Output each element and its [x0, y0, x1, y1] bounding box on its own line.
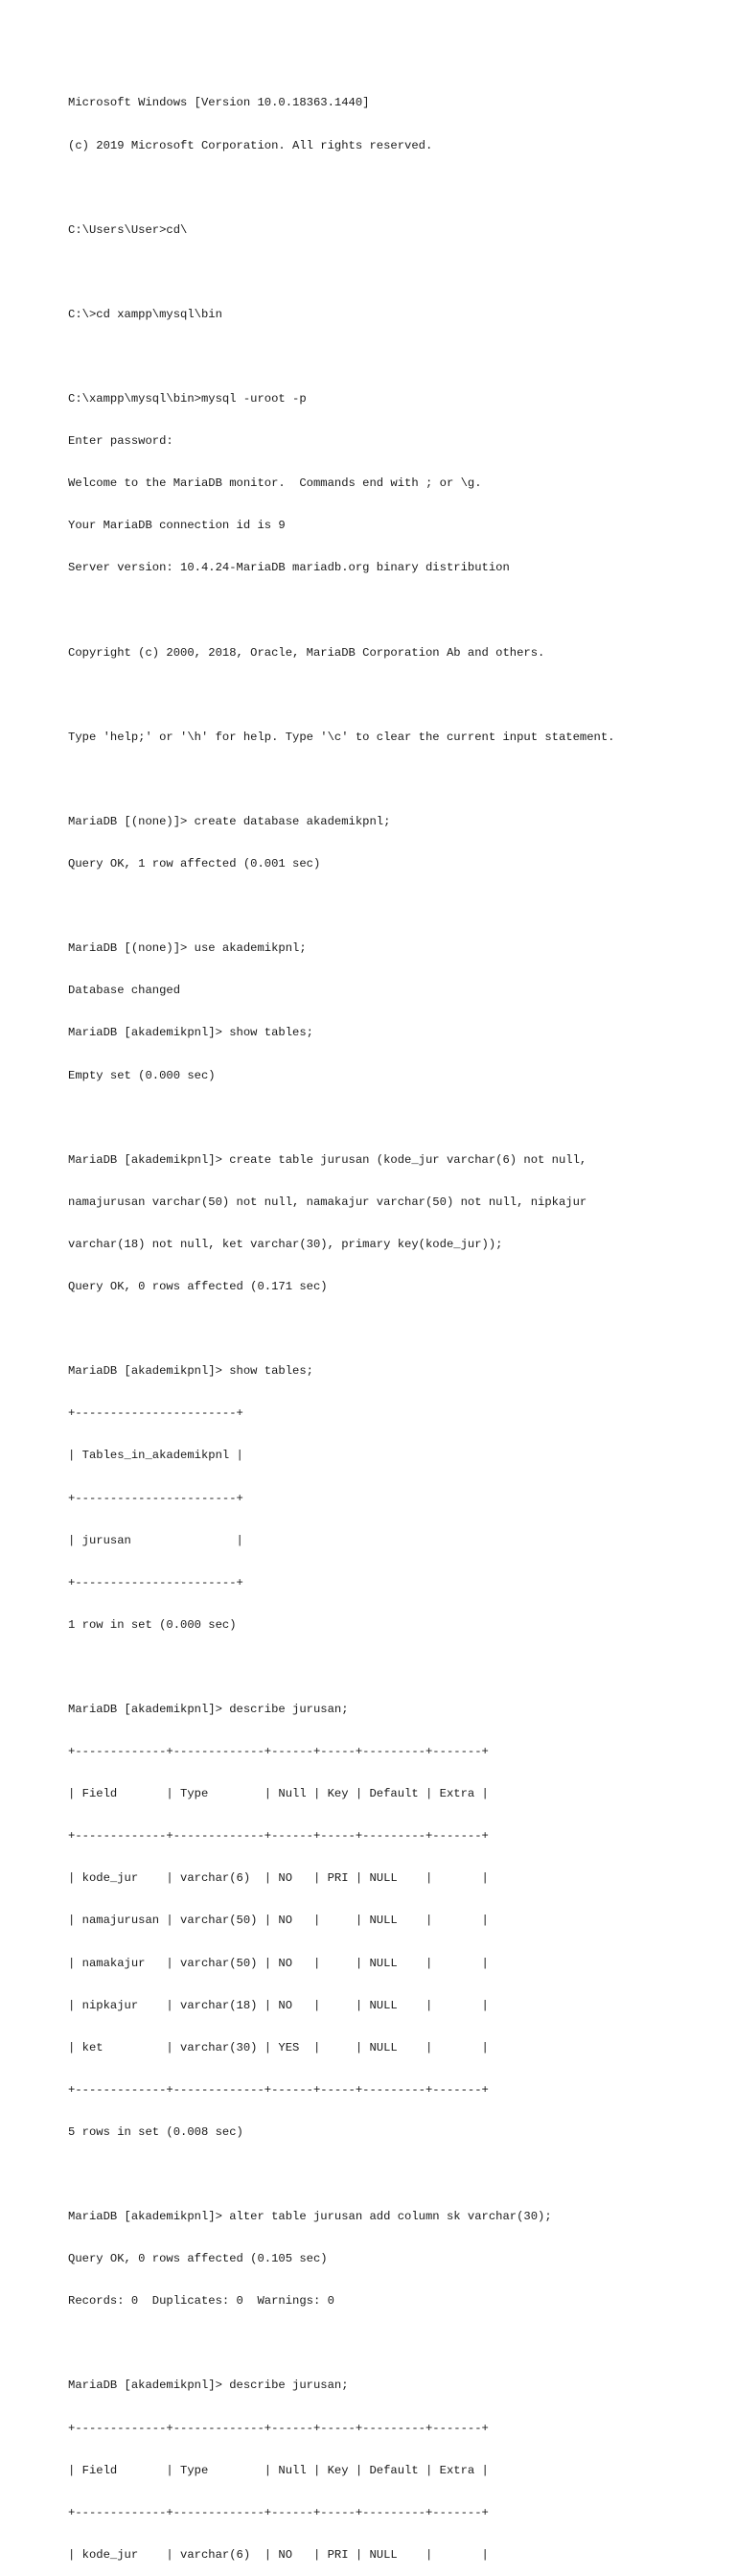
terminal-line: | kode_jur | varchar(6) | NO | PRI | NULL | | [68, 2547, 489, 2562]
terminal-line [68, 350, 720, 364]
terminal-line: MariaDB [(none)]> create database akademikpnl; [68, 815, 391, 828]
terminal-line: +-----------------------+ [68, 1406, 243, 1421]
terminal-line: MariaDB [akademikpnl]> alter table jurusan add column sk varchar(30); [68, 2210, 552, 2224]
terminal-line [68, 899, 720, 914]
terminal-line: Empty set (0.000 sec) [68, 1068, 216, 1082]
terminal-line: MariaDB [akademikpnl]> show tables; [68, 1026, 313, 1040]
terminal-line: +-------------+-------------+------+-----+---------+-------+ [68, 2421, 489, 2435]
terminal-line [68, 1322, 720, 1336]
terminal-line: +-------------+-------------+------+-----+---------+-------+ [68, 1829, 489, 1844]
terminal-output [68, 68, 720, 2576]
terminal-line: Type 'help;' or '\h' for help. Type '\c' to clear the current input statement. [68, 730, 615, 744]
terminal-line: Query OK, 0 rows affected (0.105 sec) [68, 2252, 328, 2266]
terminal-line [68, 604, 720, 618]
terminal-line: | jurusan | [68, 1533, 243, 1547]
terminal-line: Microsoft Windows [Version 10.0.18363.1440] [68, 96, 370, 110]
terminal-line: Your MariaDB connection id is 9 [68, 519, 286, 533]
terminal-line: MariaDB [akademikpnl]> show tables; [68, 1364, 313, 1379]
terminal-line: Server version: 10.4.24-MariaDB mariadb.org binary distribution [68, 561, 510, 575]
terminal-line: | Tables_in_akademikpnl | [68, 1449, 243, 1463]
terminal-line [68, 266, 720, 280]
terminal-line: | ket | varchar(30) | YES | | NULL | | [68, 2040, 489, 2054]
terminal-line [68, 2336, 720, 2351]
terminal-line: | namakajur | varchar(50) | NO | | NULL | | [68, 1956, 489, 1970]
terminal-line: Records: 0 Duplicates: 0 Warnings: 0 [68, 2294, 334, 2309]
terminal-line [68, 2168, 720, 2182]
terminal-line: Query OK, 1 row affected (0.001 sec) [68, 857, 321, 871]
terminal-line: Welcome to the MariaDB monitor. Commands end with ; or \g. [68, 476, 482, 491]
terminal-line: C:\Users\User>cd\ [68, 222, 188, 237]
terminal-line: +-----------------------+ [68, 1491, 243, 1505]
terminal-line [68, 688, 720, 703]
terminal-line [68, 773, 720, 787]
terminal-line: Enter password: [68, 434, 173, 449]
terminal-line: +-------------+-------------+------+-----+---------+-------+ [68, 1745, 489, 1759]
terminal-line: | nipkajur | varchar(18) | NO | | NULL | | [68, 1998, 489, 2012]
terminal-line: MariaDB [akademikpnl]> create table jurusan (kode_jur varchar(6) not null, [68, 1152, 587, 1167]
terminal-line: +-------------+-------------+------+-----+---------+-------+ [68, 2082, 489, 2097]
terminal-line [68, 181, 720, 196]
terminal-line: MariaDB [akademikpnl]> describe jurusan; [68, 2379, 349, 2393]
terminal-line: MariaDB [(none)]> use akademikpnl; [68, 941, 307, 956]
terminal-line: | Field | Type | Null | Key | Default | Extra | [68, 2463, 489, 2477]
terminal-line: +-------------+-------------+------+-----+---------+-------+ [68, 2505, 489, 2519]
terminal-line: +-----------------------+ [68, 1575, 243, 1590]
terminal-line [68, 1111, 720, 1126]
terminal-line: | kode_jur | varchar(6) | NO | PRI | NULL | | [68, 1871, 489, 1886]
terminal-line: 1 row in set (0.000 sec) [68, 1617, 237, 1632]
terminal-line: Query OK, 0 rows affected (0.171 sec) [68, 1280, 328, 1294]
terminal-line: Database changed [68, 984, 181, 998]
terminal-line: 5 rows in set (0.008 sec) [68, 2124, 243, 2139]
terminal-line: | Field | Type | Null | Key | Default | Extra | [68, 1787, 489, 1801]
terminal-line: namajurusan varchar(50) not null, namakajur varchar(50) not null, nipkajur [68, 1195, 587, 1209]
terminal-line: varchar(18) not null, ket varchar(30), primary key(kode_jur)); [68, 1237, 503, 1251]
terminal-line: MariaDB [akademikpnl]> describe jurusan; [68, 1702, 349, 1716]
terminal-line: Copyright (c) 2000, 2018, Oracle, MariaDB Corporation Ab and others. [68, 645, 545, 660]
terminal-line: C:\>cd xampp\mysql\bin [68, 307, 222, 321]
terminal-line [68, 1660, 720, 1675]
terminal-line: | namajurusan | varchar(50) | NO | | NULL | | [68, 1914, 489, 1928]
terminal-line: C:\xampp\mysql\bin>mysql -uroot -p [68, 392, 307, 406]
terminal-line: (c) 2019 Microsoft Corporation. All rights reserved. [68, 138, 433, 152]
